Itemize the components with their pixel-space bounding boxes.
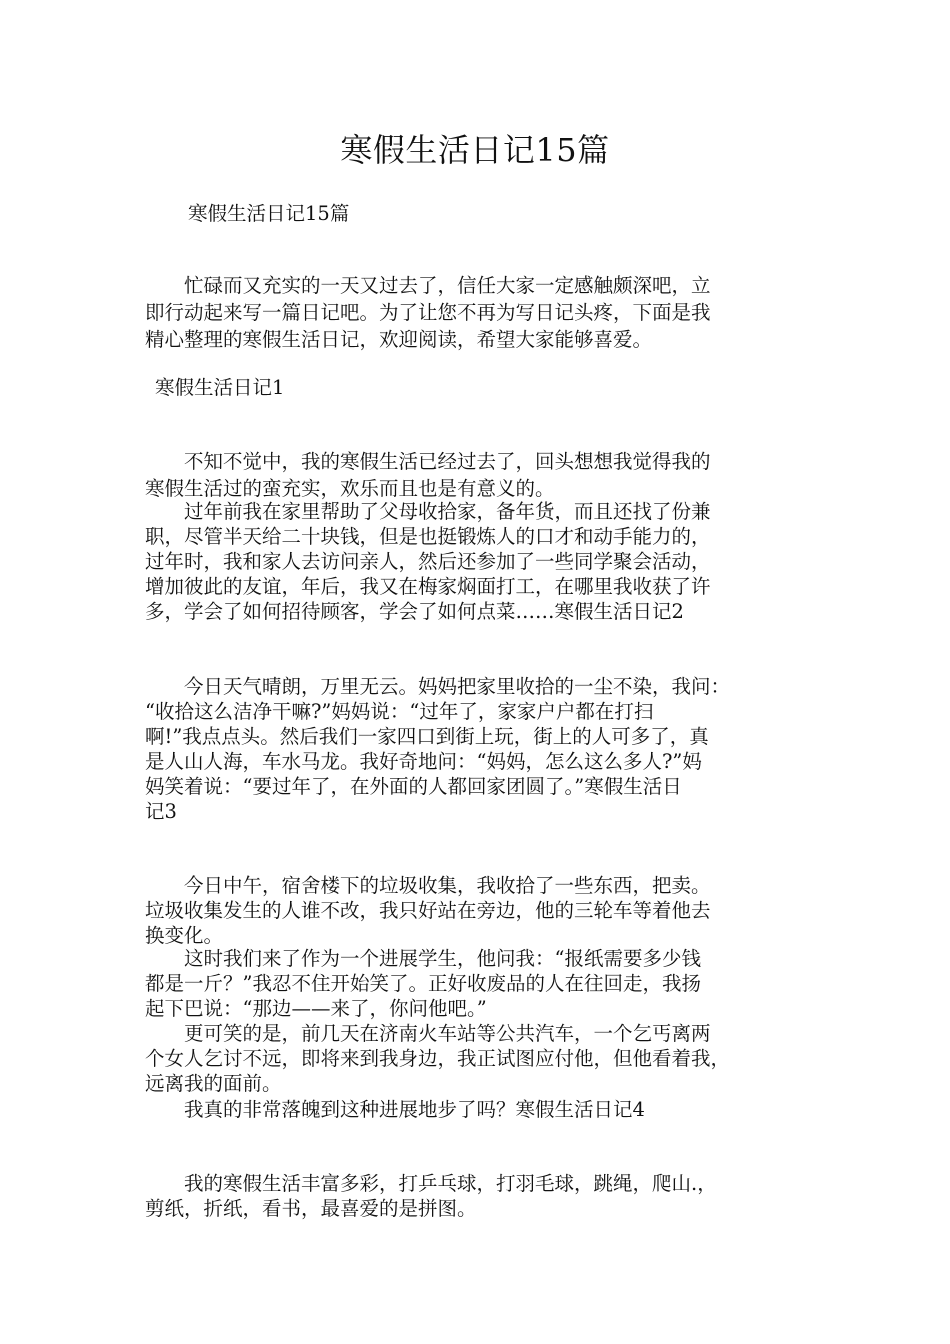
paragraph-line: 剪纸，折纸，看书，最喜爱的是拼图。 bbox=[145, 1197, 477, 1220]
paragraph-line: 我真的非常落魄到这种进展地步了吗？寒假生活日记4 bbox=[145, 1098, 645, 1121]
paragraph-line: 垃圾收集发生的人谁不改，我只好站在旁边，他的三轮车等着他去 bbox=[145, 899, 711, 922]
section-heading: 寒假生活日记1 bbox=[155, 376, 285, 399]
paragraph-line: 今日天气晴朗，万里无云。妈妈把家里收拾的一尘不染，我问： bbox=[145, 675, 731, 698]
paragraph-line: 记3 bbox=[145, 800, 177, 823]
paragraph-line: 过年前我在家里帮助了父母收拾家，备年货，而且还找了份兼 bbox=[145, 500, 711, 523]
paragraph-line: 换变化。 bbox=[145, 924, 224, 947]
paragraph-line: 起下巴说：“那边——来了，你问他吧。” bbox=[145, 997, 487, 1020]
paragraph-line: 更可笑的是，前几天在济南火车站等公共汽车，一个乞丐离两 bbox=[145, 1022, 711, 1045]
paragraph-line: 寒假生活过的蛮充实，欢乐而且也是有意义的。 bbox=[145, 477, 555, 500]
paragraph-line: 精心整理的寒假生活日记，欢迎阅读，希望大家能够喜爱。 bbox=[145, 328, 653, 351]
paragraph-line: 增加彼此的友谊，年后，我又在梅家焖面打工，在哪里我收获了许 bbox=[145, 575, 711, 598]
paragraph-line: 多，学会了如何招待顾客，学会了如何点菜……寒假生活日记2 bbox=[145, 600, 684, 623]
paragraph-line: 个女人乞讨不远，即将来到我身边，我正试图应付他，但他看着我， bbox=[145, 1047, 731, 1070]
paragraph-line: 过年时，我和家人去访问亲人，然后还参加了一些同学聚会活动， bbox=[145, 550, 711, 573]
paragraph-line: 啊!”我点点头。然后我们一家四口到街上玩，街上的人可多了，真 bbox=[145, 725, 709, 748]
paragraph-line: 这时我们来了作为一个进展学生，他问我：“报纸需要多少钱 bbox=[145, 947, 701, 970]
paragraph-line: 忙碌而又充实的一天又过去了，信任大家一定感触颇深吧，立 bbox=[145, 274, 711, 297]
paragraph-line: 妈笑着说：“要过年了，在外面的人都回家团圆了。”寒假生活日 bbox=[145, 775, 682, 798]
paragraph-line: 即行动起来写一篇日记吧。为了让您不再为写日记头疼，下面是我 bbox=[145, 301, 711, 324]
paragraph-line: 都是一斤？”我忍不住开始笑了。正好收废品的人在往回走，我扬 bbox=[145, 972, 701, 995]
paragraph-line: 不知不觉中，我的寒假生活已经过去了，回头想想我觉得我的 bbox=[145, 450, 711, 473]
document-title: 寒假生活日记15篇 bbox=[340, 131, 610, 169]
paragraph-line: 今日中午，宿舍楼下的垃圾收集，我收拾了一些东西，把卖。 bbox=[145, 874, 711, 897]
paragraph-line: 我的寒假生活丰富多彩，打乒乓球，打羽毛球，跳绳，爬山.， bbox=[145, 1172, 717, 1195]
paragraph-line: 远离我的面前。 bbox=[145, 1072, 282, 1095]
paragraph-line: 职，尽管半天给二十块钱，但是也挺锻炼人的口才和动手能力的， bbox=[145, 525, 711, 548]
document-subtitle: 寒假生活日记15篇 bbox=[188, 202, 350, 225]
paragraph-line: 是人山人海，车水马龙。我好奇地问：“妈妈，怎么这么多人?”妈 bbox=[145, 750, 702, 773]
paragraph-line: “收拾这么洁净干嘛?”妈妈说：“过年了，家家户户都在打扫 bbox=[145, 700, 654, 723]
